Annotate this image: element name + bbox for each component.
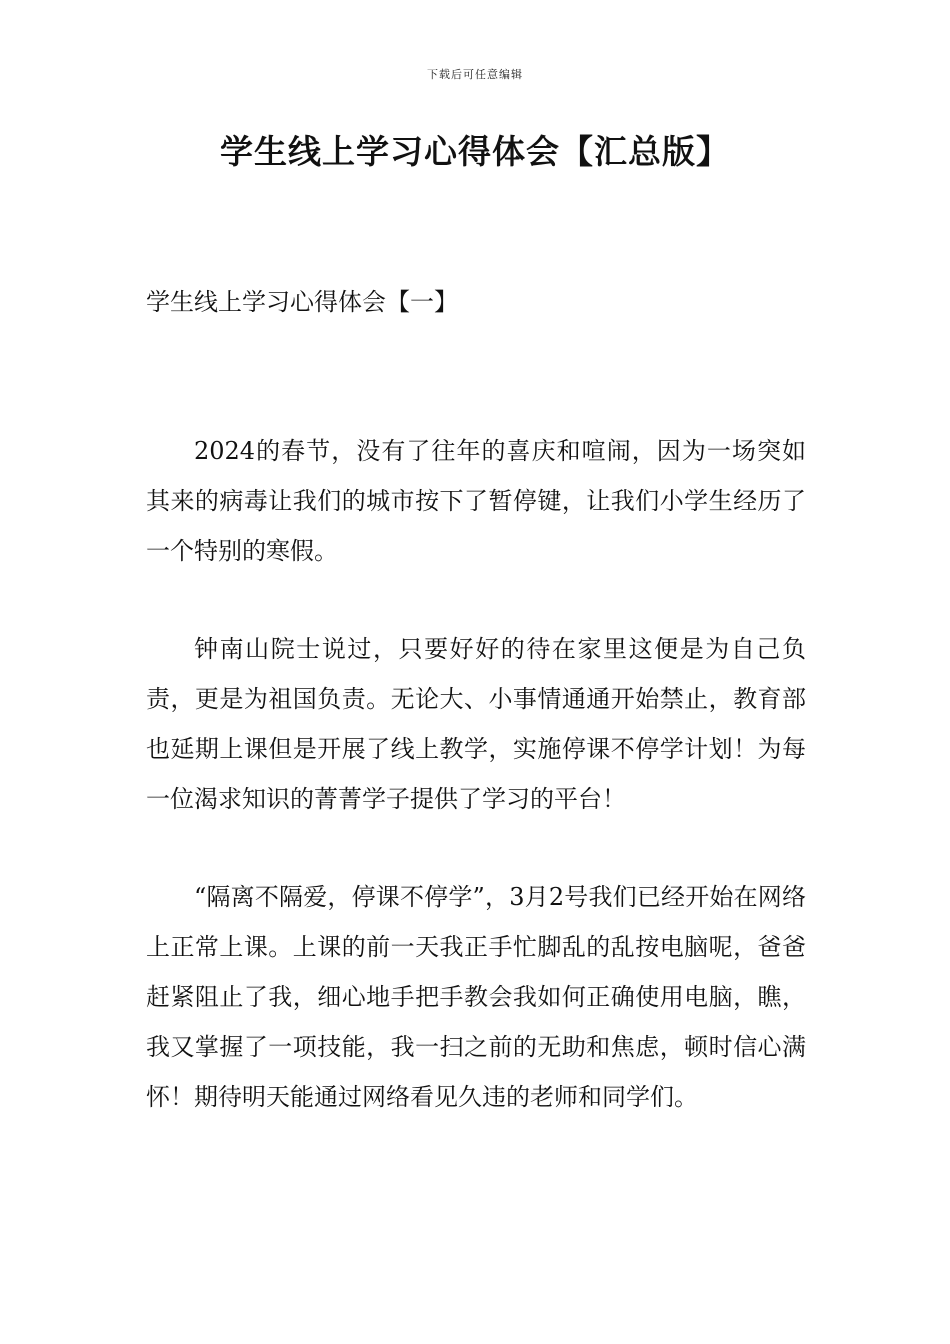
body-text <box>146 426 806 1170</box>
header-note: 下载后可任意编辑 <box>427 68 523 81</box>
paragraph-1: 2024的春节，没有了往年的喜庆和喧闹，因为一场突如其来的病毒让我们的城市按下了暂停键，让我们小学生经历了一个特别的寒假。 <box>146 437 806 565</box>
section-heading: 学生线上学习心得体会【一】 <box>146 288 458 316</box>
paragraph-3: “隔离不隔爱，停课不停学”，3月2号我们已经开始在网络上正常上课。上课的前一天我正手忙脚乱的乱按电脑呢，爸爸赶紧阻止了我，细心地手把手教会我如何正确使用电脑，瞧，我又掌握了一项技能，我一扫之前的无助和焦虑，顿时信心满怀！期待明天能通过网络看见久违的老师和同学们。 <box>146 883 806 1111</box>
paragraph-2: 钟南山院士说过，只要好好的待在家里这便是为自己负责，更是为祖国负责。无论大、小事情通通开始禁止，教育部也延期上课但是开展了线上教学，实施停课不停学计划！为每一位渴求知识的菁菁学子提供了学习的平台！ <box>146 635 806 813</box>
document-title: 学生线上学习心得体会【汇总版】 <box>220 132 730 171</box>
